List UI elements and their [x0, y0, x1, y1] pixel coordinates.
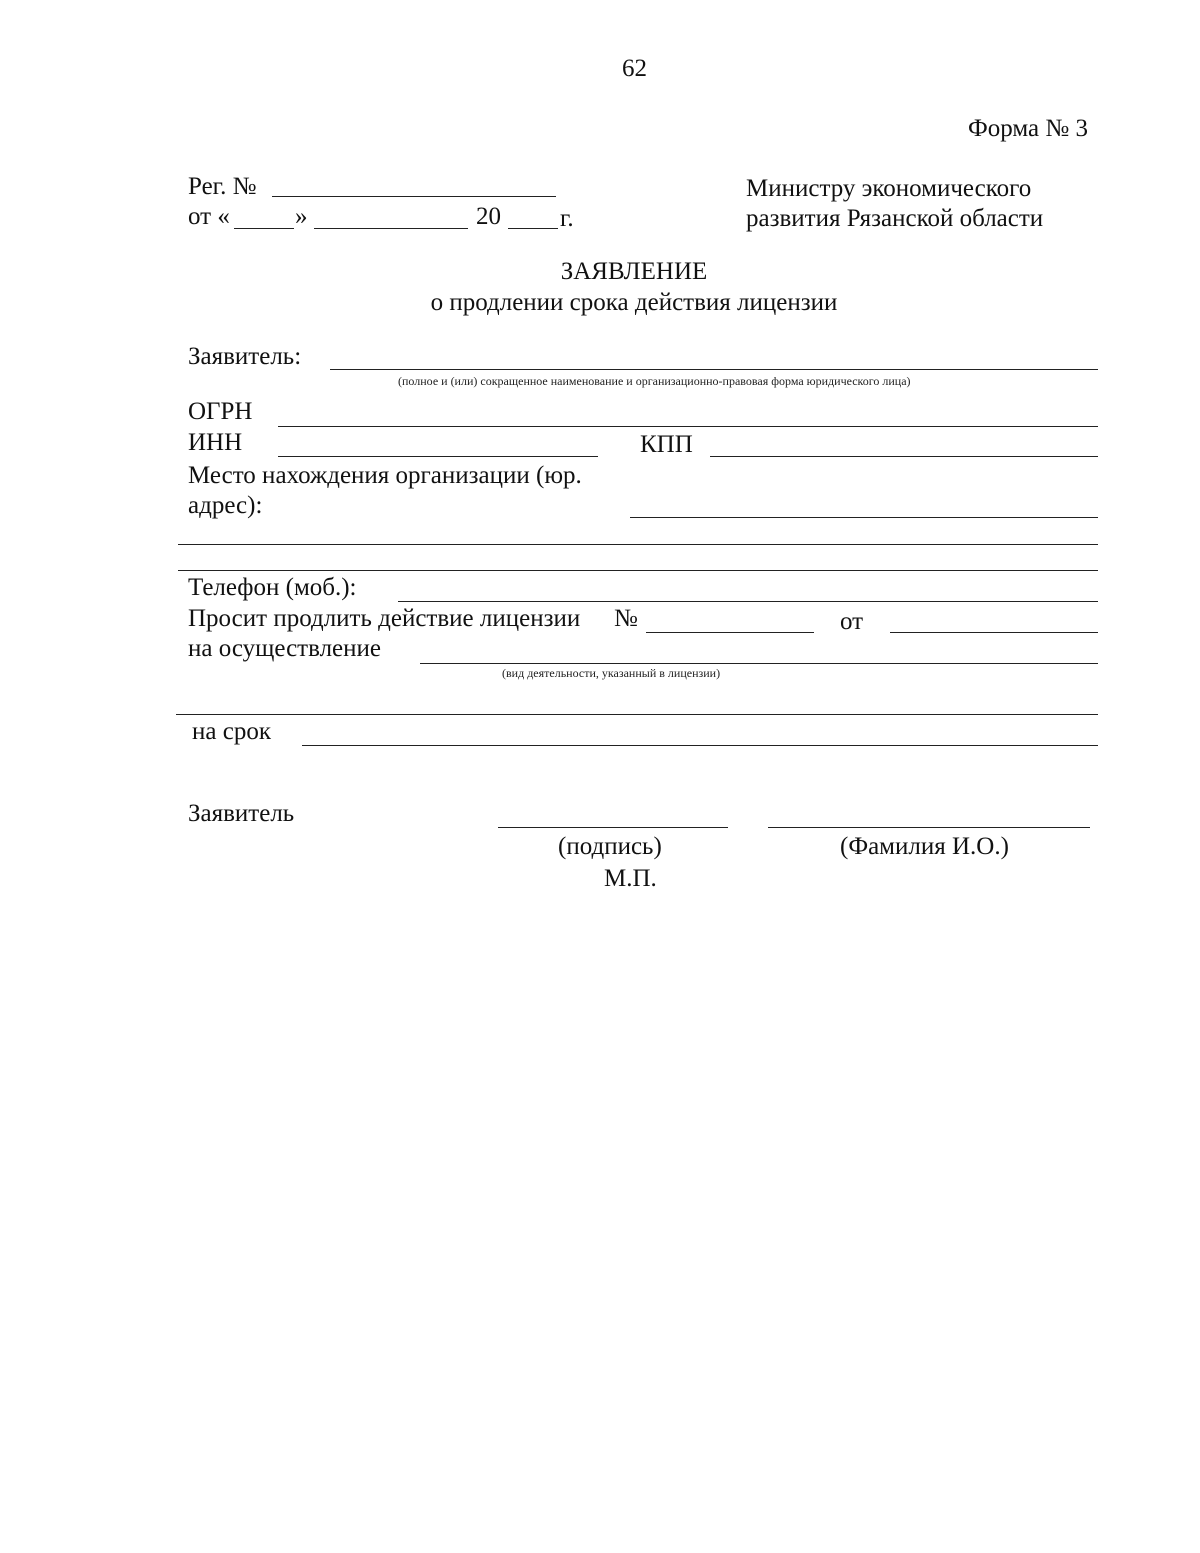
address-label-line-1: Место нахождения организации (юр. — [188, 462, 582, 489]
phone-label: Телефон (моб.): — [188, 574, 357, 601]
address-field-line-2[interactable] — [178, 544, 1098, 545]
inn-label: ИНН — [188, 429, 243, 456]
activity-label: на осуществление — [188, 635, 382, 662]
signature-field[interactable] — [498, 827, 728, 828]
applicant-label: Заявитель: — [188, 343, 302, 370]
document-title: ЗАЯВЛЕНИЕ — [560, 258, 708, 285]
addressee-line-1: Министру экономического — [746, 175, 1032, 202]
license-number-field[interactable] — [646, 632, 814, 633]
activity-field-line-1[interactable] — [420, 663, 1098, 664]
license-number-sign: № — [614, 605, 638, 632]
year-suffix: г. — [560, 205, 574, 232]
form-label: Форма № 3 — [968, 115, 1088, 142]
address-label-line-2: адрес): — [188, 492, 263, 519]
license-from-label: от — [840, 608, 864, 635]
document-subtitle: о продлении срока действия лицензии — [430, 289, 838, 316]
kpp-field[interactable] — [710, 456, 1098, 457]
inn-field[interactable] — [278, 456, 598, 457]
addressee-line-2: развития Рязанской области — [746, 205, 1044, 232]
applicant-name-field[interactable] — [330, 369, 1098, 370]
term-label: на срок — [192, 718, 271, 745]
term-field[interactable] — [302, 745, 1098, 746]
reg-number-field[interactable] — [272, 196, 556, 197]
phone-field[interactable] — [398, 601, 1098, 602]
address-field-line-1[interactable] — [630, 517, 1098, 518]
ogrn-label: ОГРН — [188, 398, 253, 425]
reg-number-label: Рег. № — [188, 173, 257, 200]
full-name-field[interactable] — [768, 827, 1090, 828]
year-prefix: 20 — [476, 203, 501, 230]
license-date-field[interactable] — [890, 632, 1098, 633]
date-day-field[interactable] — [234, 228, 294, 229]
ogrn-field[interactable] — [278, 426, 1098, 427]
applicant-hint: (полное и (или) сокращенное наименование и организационно-правовая форма юридического лица) — [398, 374, 911, 388]
kpp-label: КПП — [640, 431, 693, 458]
date-year-field[interactable] — [508, 228, 558, 229]
activity-hint: (вид деятельности, указанный в лицензии) — [502, 666, 721, 680]
signature-hint: (подпись) — [558, 833, 662, 860]
activity-field-line-2[interactable] — [176, 714, 1098, 715]
stamp-label: М.П. — [604, 865, 657, 892]
date-month-field[interactable] — [314, 228, 468, 229]
request-label: Просит продлить действие лицензии — [188, 605, 581, 632]
date-prefix: от « — [188, 203, 230, 230]
full-name-hint: (Фамилия И.О.) — [840, 833, 1009, 860]
date-close-quote: » — [295, 203, 308, 230]
address-field-line-3[interactable] — [178, 570, 1098, 571]
page-number: 62 — [622, 55, 647, 82]
signature-applicant-label: Заявитель — [188, 800, 295, 827]
